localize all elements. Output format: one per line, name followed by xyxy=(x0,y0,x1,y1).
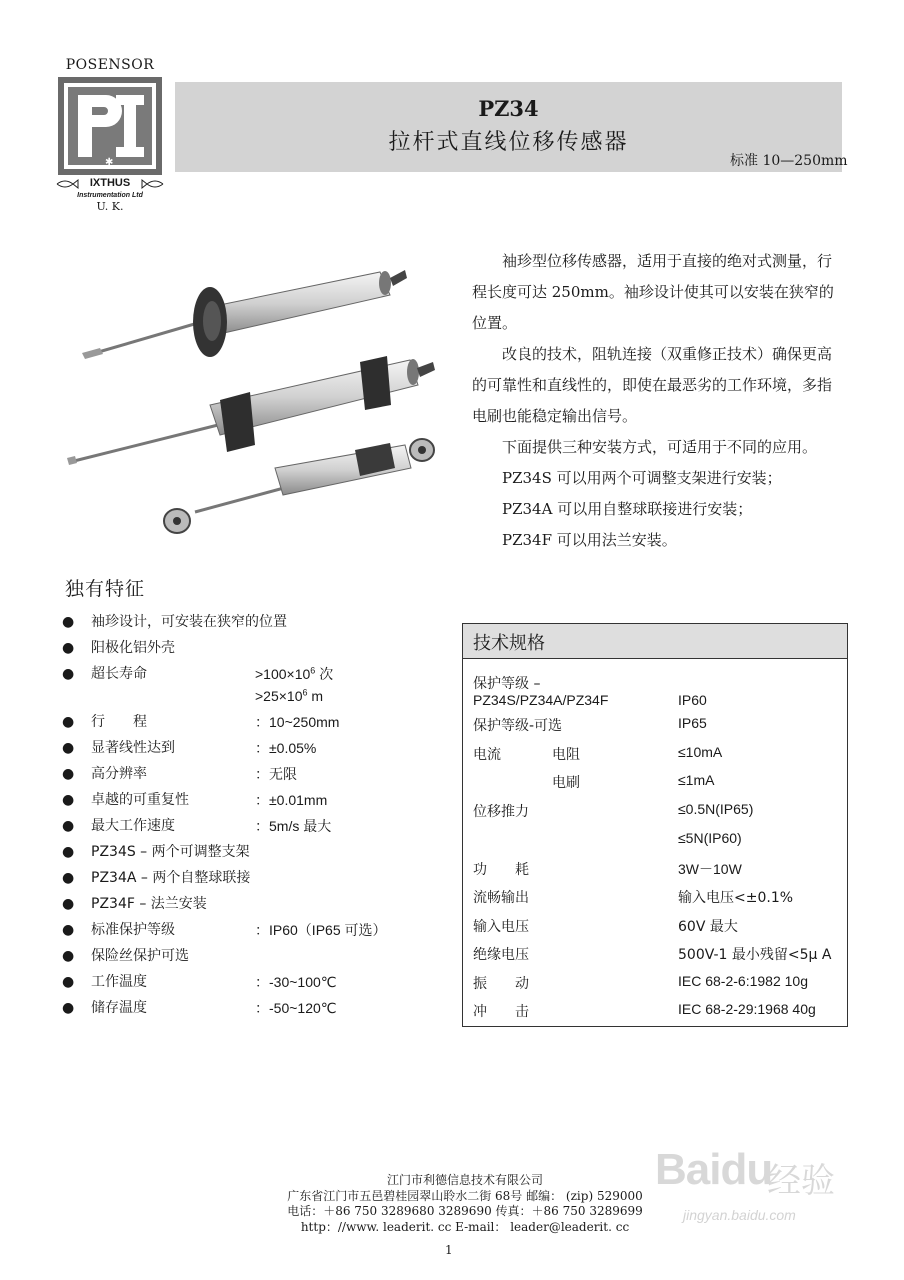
feature-item: ● 工作温度 ：-30~100℃ xyxy=(62,971,462,997)
footer xyxy=(200,1173,730,1235)
footer-phone: 电话：＋86 750 3289680 3289690 传真：＋86 750 3289699 xyxy=(287,1204,643,1218)
logo-mark-icon xyxy=(58,77,162,175)
svg-text:✱: ✱ xyxy=(105,157,114,168)
stroke-range: 标准 10—250mm xyxy=(730,153,848,169)
feature-item: ● 显著线性达到 ：±0.05% xyxy=(62,737,462,763)
mount-option-f: PZ34F 可以用法兰安装。 xyxy=(502,531,677,549)
features-heading: 独有特征 xyxy=(65,578,146,600)
intro-paragraph-3: 下面提供三种安装方式，可适用于不同的应用。 xyxy=(502,438,818,456)
logo-country: U. K. xyxy=(96,200,124,213)
footer-web: http：//www. leaderit. cc E-mail： leader@leaderit. cc xyxy=(300,1219,630,1234)
intro-paragraph-1: 袖珍型位移传感器，适用于直接的绝对式测量，行程长度可达 250mm。袖珍设计使其可以安装在狭窄的位置。 xyxy=(472,252,834,332)
feature-item: ● 袖珍设计，可安装在狭窄的位置 xyxy=(62,611,462,637)
product-photo xyxy=(55,240,450,550)
baidu-watermark xyxy=(655,1145,870,1245)
bullet-icon: ● xyxy=(62,1000,75,1016)
feature-item: ● PZ34F – 法兰安装 xyxy=(62,893,462,919)
feature-item: ● 超长寿命 $>100\times 10^6$ 次 $>25\times 10^6$ m xyxy=(62,663,462,711)
bullet-icon: ● xyxy=(62,714,75,730)
feature-value: ：10~250mm xyxy=(255,714,340,730)
features-list xyxy=(62,611,462,1023)
bullet-icon: ● xyxy=(62,666,75,682)
product-title: 拉杆式直线位移传感器 xyxy=(388,130,629,155)
feature-value: $>100\times 10^6$ 次 xyxy=(255,665,334,682)
bullet-icon: ● xyxy=(62,896,75,912)
intro-text xyxy=(472,246,842,556)
bullet-icon: ● xyxy=(62,740,75,756)
bullet-icon: ● xyxy=(62,974,75,990)
feature-item: ● 阳极化铝外壳 xyxy=(62,637,462,663)
page-number: 1 xyxy=(445,1243,453,1257)
sensor-rod-end-version xyxy=(164,439,434,533)
watermark-jingyan: 经验 xyxy=(767,1161,835,1201)
bullet-icon: ● xyxy=(62,792,75,808)
sensor-flange-version xyxy=(82,270,407,359)
feature-item: ● 行 程 ：10~250mm xyxy=(62,711,462,737)
feature-item: ● 标准保护等级 ：IP60（IP65 可选） xyxy=(62,919,462,945)
feature-item: ● PZ34A – 两个自整球联接 xyxy=(62,867,462,893)
feature-item: ● 储存温度 ：-50~120℃ xyxy=(62,997,462,1023)
feature-item: ● 保险丝保护可选 xyxy=(62,945,462,971)
intro-paragraph-2: 改良的技术，阻轨连接（双重修正技术）确保更高的可靠性和直线性的，即使在最恶劣的工作环境，多指电刷也能稳定输出信号。 xyxy=(472,345,833,425)
product-model: PZ34 xyxy=(478,96,539,121)
watermark-brand: Baidu xyxy=(655,1145,773,1194)
feature-item: ● PZ34S – 两个可调整支架 xyxy=(62,841,462,867)
bullet-icon: ● xyxy=(62,844,75,860)
logo-ixthus: IXTHUS xyxy=(89,177,131,189)
feature-value: ：±0.01mm xyxy=(255,792,328,808)
feature-value: ：-30~100℃ xyxy=(255,974,337,990)
bullet-icon: ● xyxy=(62,614,75,630)
spec-table-title: 技术规格 xyxy=(473,633,545,654)
company-logo xyxy=(55,57,165,217)
feature-value: $>25\times 10^6$ m xyxy=(255,687,324,704)
bullet-icon: ● xyxy=(62,948,75,964)
watermark-url: jingyan.baidu.com xyxy=(683,1207,796,1223)
feature-value: ：IP60（IP65 可选） xyxy=(255,922,387,938)
feature-item: ● 最大工作速度 ：5m/s 最大 xyxy=(62,815,462,841)
footer-company: 江门市利德信息技术有限公司 xyxy=(386,1173,543,1187)
mount-option-a: PZ34A 可以用自整球联接进行安装； xyxy=(502,500,753,518)
feature-value: ：±0.05% xyxy=(255,740,317,756)
bullet-icon: ● xyxy=(62,640,75,656)
feature-value: ：无限 xyxy=(255,766,297,782)
mount-option-s: PZ34S 可以用两个可调整支架进行安装； xyxy=(502,469,782,487)
footer-address: 广东省江门市五邑碧桂园翠山聆水二街 68号 邮编： (zip) 529000 xyxy=(287,1188,643,1203)
feature-item: ● 高分辨率 ：无限 xyxy=(62,763,462,789)
feature-item: ● 卓越的可重复性 ：±0.01mm xyxy=(62,789,462,815)
logo-brand: POSENSOR xyxy=(65,57,155,73)
bullet-icon: ● xyxy=(62,922,75,938)
feature-value: ：-50~120℃ xyxy=(255,1000,337,1016)
feature-value: ：5m/s 最大 xyxy=(255,818,332,834)
bullet-icon: ● xyxy=(62,818,75,834)
spec-table-header xyxy=(463,624,847,659)
bullet-icon: ● xyxy=(62,870,75,886)
bullet-icon: ● xyxy=(62,766,75,782)
logo-subtitle: Instrumentation Ltd xyxy=(77,192,143,199)
spec-table: 技术规格 保护等级 – PZ34S/PZ34A/PZ34F IP60 保护等级-可选 IP65 电流 电阻 ≤10mA 电刷 ≤1mA 位移推力 ≤0.5N(IP65) ≤5N(IP60) 功 耗 3W－10W 流畅输出 输入电压<±0.1% 输入电压 60V 最大 绝缘电压 500V-1 最小残留<5μ A 振 动 IEC 68-2-6:1982 10g 冲 击 IEC 68-2-29:1968 40g xyxy=(462,623,848,1027)
